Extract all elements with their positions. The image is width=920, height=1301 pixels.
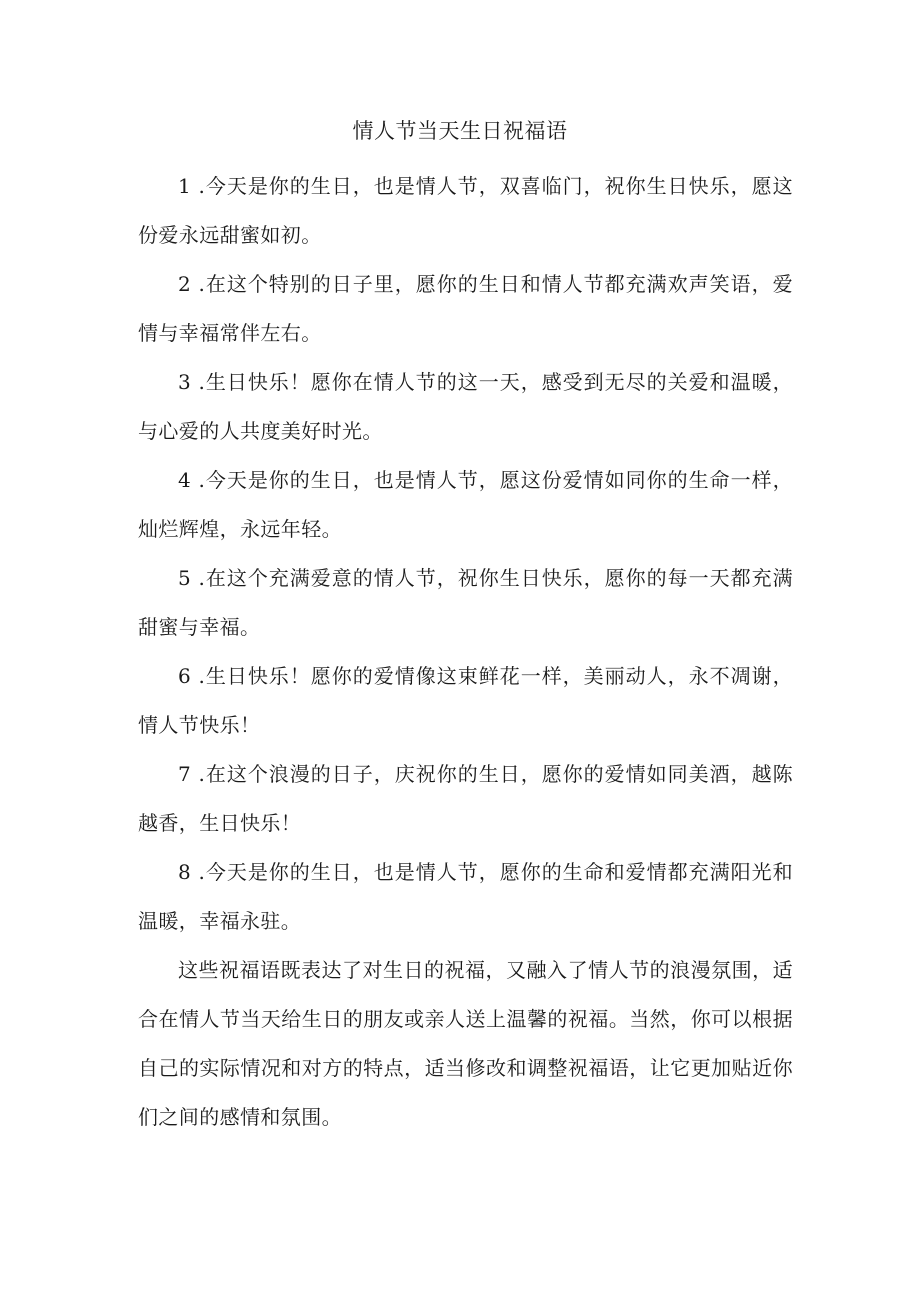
list-item	[138, 750, 793, 848]
list-item	[138, 554, 793, 652]
item-text: .今天是你的生日，也是情人节，双喜临门，祝你生日快乐，愿这份爱永远甜蜜如初。	[138, 174, 793, 247]
item-text: .今天是你的生日，也是情人节，愿你的生命和爱情都充满阳光和温暖，幸福永驻。	[138, 860, 793, 933]
item-number: 6	[178, 664, 192, 688]
item-number: 8	[178, 860, 192, 884]
item-text: .在这个浪漫的日子，庆祝你的生日，愿你的爱情如同美酒，越陈越香，生日快乐！	[138, 762, 793, 835]
item-text: .今天是你的生日，也是情人节，愿这份爱情如同你的生命一样，灿烂辉煌，永远年轻。	[138, 468, 793, 541]
item-text: .在这个充满爱意的情人节，祝你生日快乐，愿你的每一天都充满甜蜜与幸福。	[138, 566, 793, 639]
list-item	[138, 652, 793, 750]
item-number: 7	[178, 762, 192, 786]
item-number: 3	[178, 370, 192, 394]
item-text: .生日快乐！愿你在情人节的这一天，感受到无尽的关爱和温暖，与心爱的人共度美好时光。	[138, 370, 793, 443]
list-item	[138, 358, 793, 456]
item-number: 2	[178, 272, 192, 296]
document-body	[138, 162, 793, 1142]
closing-paragraph: 这些祝福语既表达了对生日的祝福，又融入了情人节的浪漫氛围，适合在情人节当天给生日的朋友或亲人送上温馨的祝福。当然，你可以根据自己的实际情况和对方的特点，适当修改和调整祝福语，让它更加贴近你们之间的感情和氛围。	[138, 958, 793, 1129]
list-item	[138, 162, 793, 260]
list-item	[138, 260, 793, 358]
list-item	[138, 456, 793, 554]
item-text: .生日快乐！愿你的爱情像这束鲜花一样，美丽动人，永不凋谢，情人节快乐！	[138, 664, 793, 737]
document-title: 情人节当天生日祝福语	[352, 119, 568, 143]
item-number: 1	[178, 174, 192, 198]
list-item	[138, 848, 793, 946]
item-number: 4	[178, 468, 192, 492]
item-number: 5	[178, 566, 192, 590]
item-text: .在这个特别的日子里，愿你的生日和情人节都充满欢声笑语，爱情与幸福常伴左右。	[138, 272, 793, 345]
